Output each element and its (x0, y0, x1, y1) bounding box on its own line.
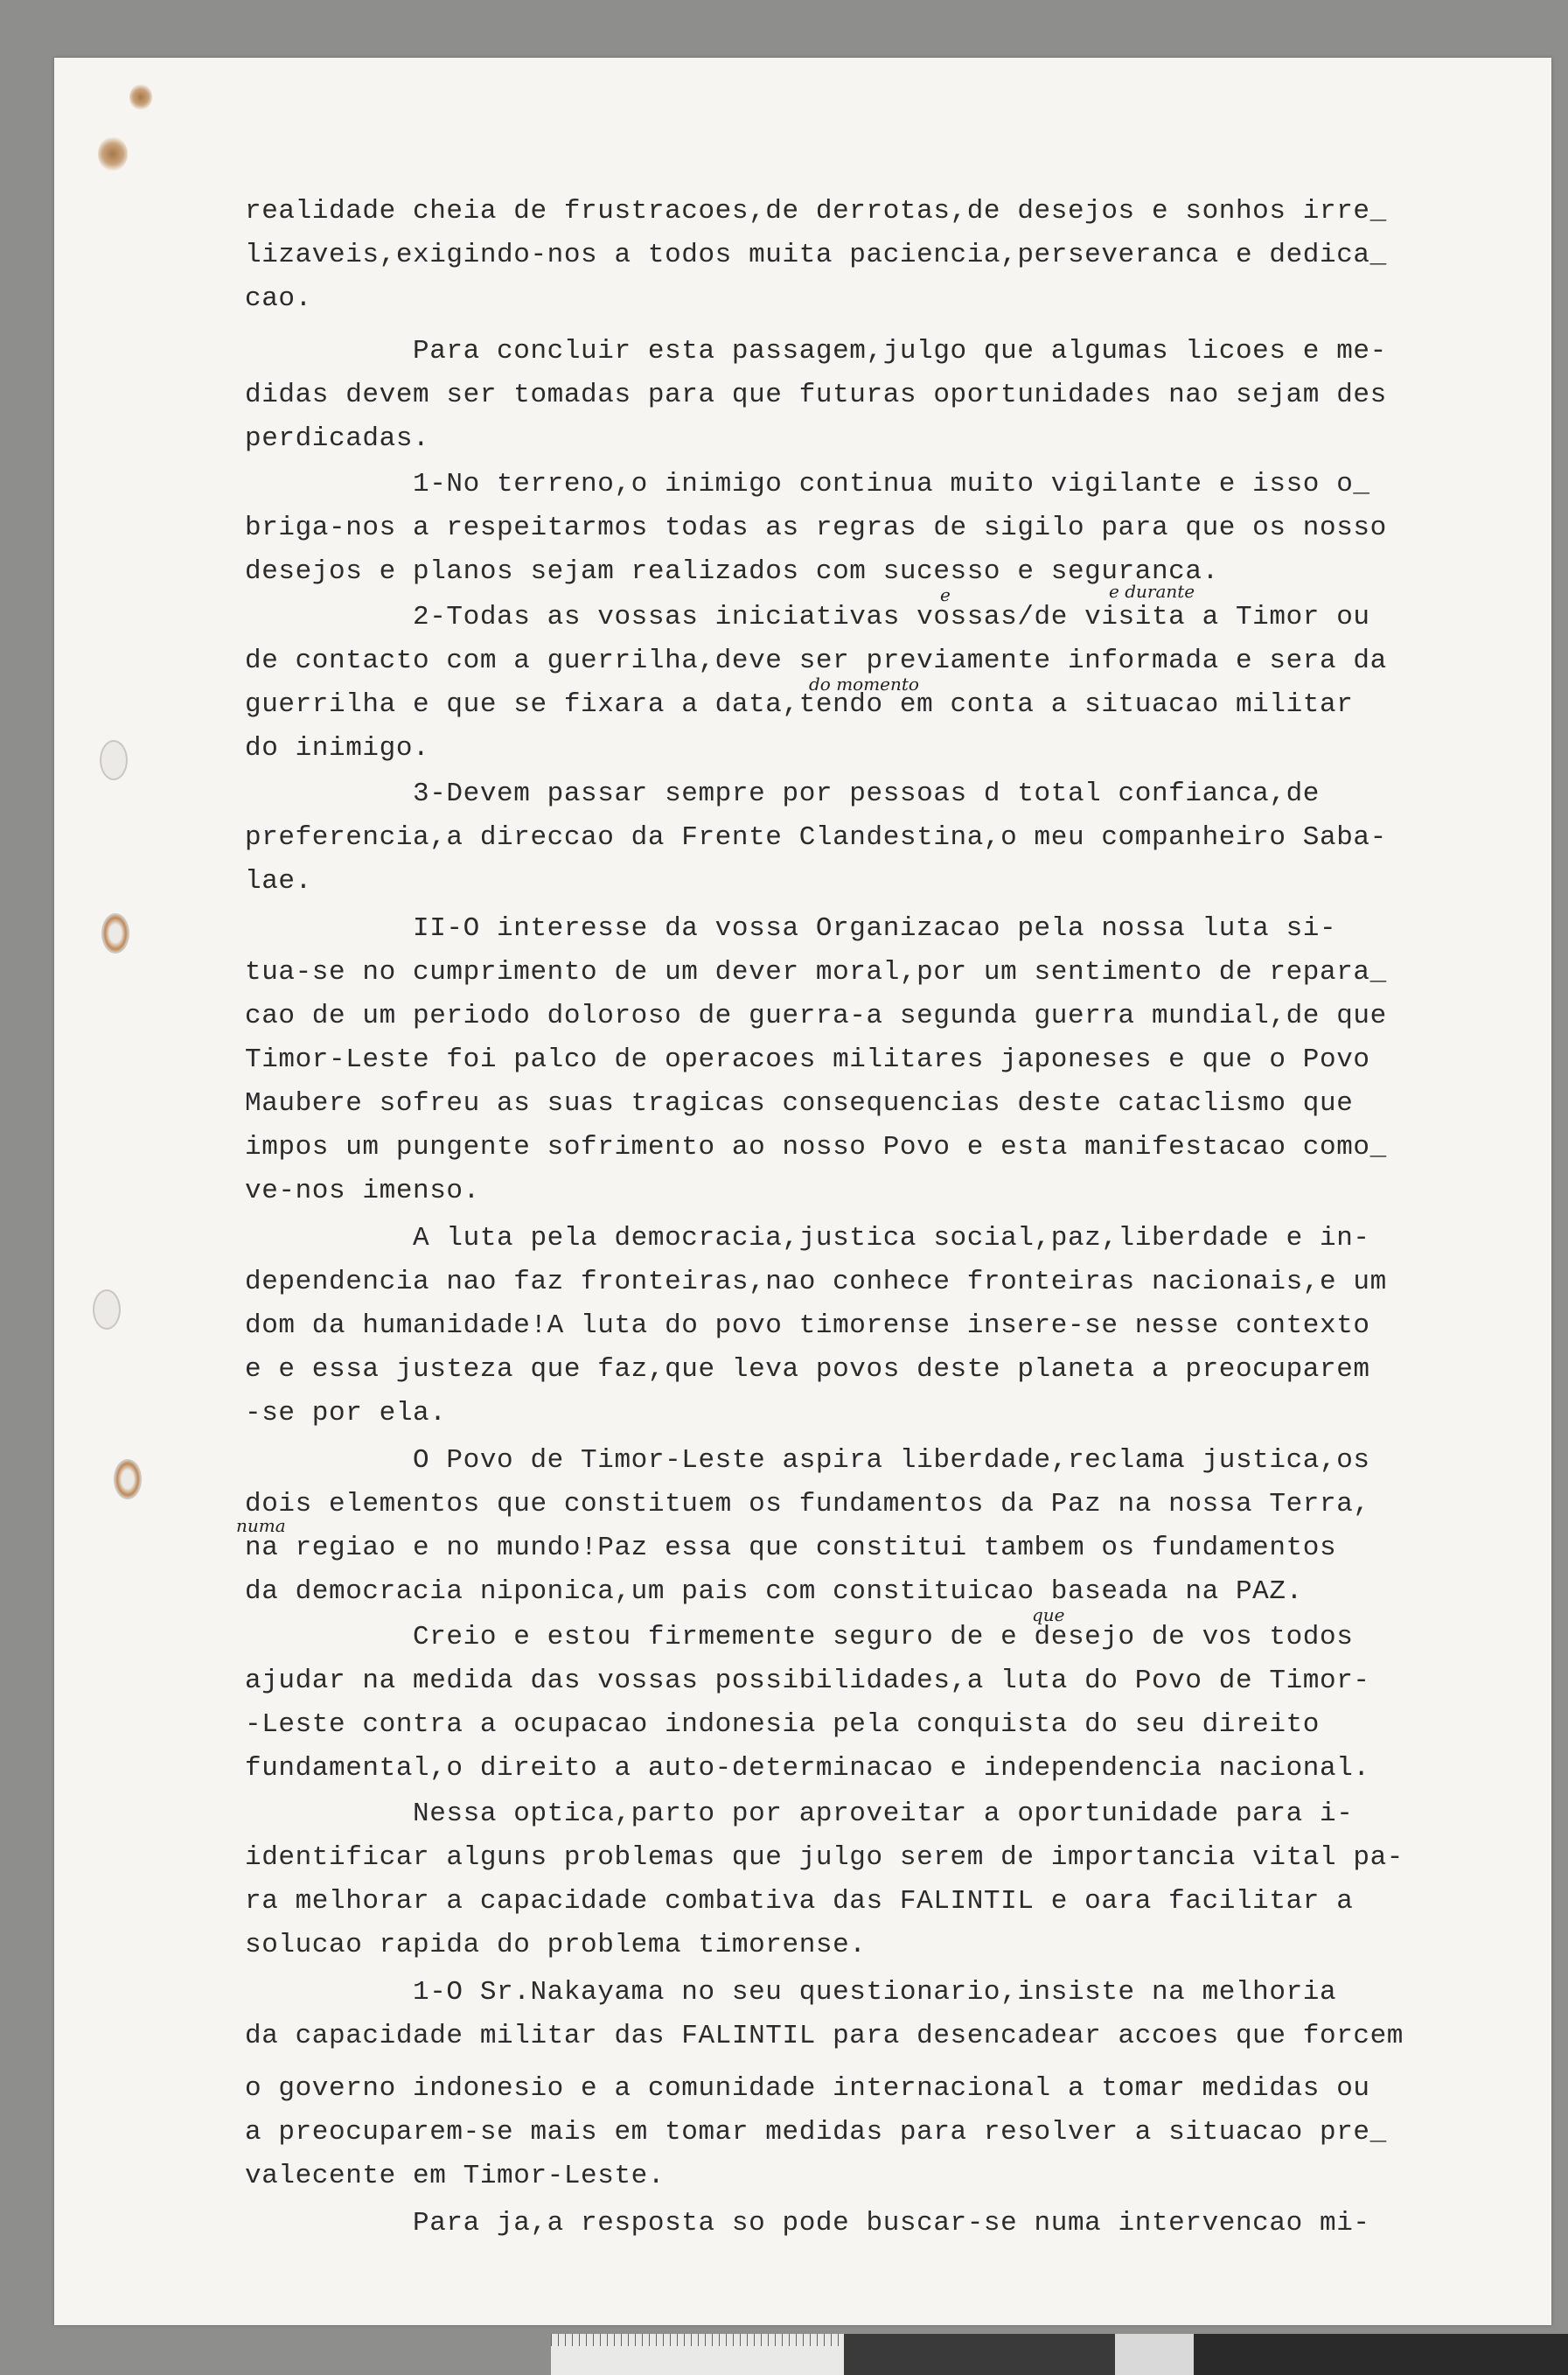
text-line: dom da humanidade!A luta do povo timorense insere-se nesse contexto (245, 1310, 1370, 1341)
color-patch (844, 2334, 1115, 2375)
punch-hole (100, 740, 128, 780)
text-line: realidade cheia de frustracoes,de derrotas,de desejos e sonhos irre_ (245, 196, 1387, 227)
text-line: de contacto com a guerrilha,deve ser previamente informada e sera da (245, 646, 1387, 676)
rust-stain (98, 136, 128, 171)
text-line: Maubere sofreu as suas tragicas consequencias deste cataclismo que (245, 1088, 1354, 1119)
text-line: II-O interesse da vossa Organizacao pela nossa luta si- (245, 913, 1337, 944)
scale-ticks (551, 2334, 844, 2346)
handwritten-annotation: do momento (809, 674, 919, 695)
text-line: cao. (245, 283, 312, 314)
text-line: O Povo de Timor-Leste aspira liberdade,reclama justica,os (245, 1445, 1370, 1476)
text-line: dependencia nao faz fronteiras,nao conhece fronteiras nacionais,e um (245, 1267, 1387, 1297)
text-line: lae. (245, 866, 312, 897)
text-line: impos um pungente sofrimento ao nosso Povo e esta manifestacao como_ (245, 1132, 1387, 1163)
text-line: ve-nos imenso. (245, 1176, 480, 1206)
text-line: solucao rapida do problema timorense. (245, 1930, 867, 1960)
text-line: Creio e estou firmemente seguro de e desejo de vos todos (245, 1622, 1354, 1652)
text-line: Para concluir esta passagem,julgo que algumas licoes e me- (245, 336, 1387, 367)
text-line: perdicadas. (245, 423, 430, 454)
text-line: e e essa justeza que faz,que leva povos deste planeta a preocuparem (245, 1354, 1370, 1385)
text-line: guerrilha e que se fixara a data,tendo em conta a situacao militar (245, 689, 1354, 720)
text-line: lizaveis,exigindo-nos a todos muita paciencia,perseveranca e dedica_ (245, 240, 1387, 270)
text-line: dois elementos que constituem os fundamentos da Paz na nossa Terra, (245, 1489, 1370, 1519)
rust-stain (129, 84, 152, 110)
text-line: didas devem ser tomadas para que futuras oportunidades nao sejam des (245, 380, 1387, 410)
text-line: da democracia niponica,um pais com constituicao baseada na PAZ. (245, 1576, 1303, 1607)
color-patch (1115, 2334, 1194, 2375)
text-line: ajudar na medida das vossas possibilidades,a luta do Povo de Timor- (245, 1666, 1370, 1696)
text-line: 1-O Sr.Nakayama no seu questionario,insiste na melhoria (245, 1977, 1337, 2008)
text-line: preferencia,a direccao da Frente Clandestina,o meu companheiro Saba- (245, 822, 1387, 853)
handwritten-annotation: que (1032, 1604, 1065, 1625)
text-line: na regiao e no mundo!Paz essa que constitui tambem os fundamentos (245, 1533, 1337, 1563)
text-line: fundamental,o direito a auto-determinacao e independencia nacional. (245, 1753, 1370, 1784)
text-line: A luta pela democracia,justica social,paz,liberdade e in- (245, 1223, 1370, 1254)
text-line: 2-Todas as vossas iniciativas vossas/de visita a Timor ou (245, 602, 1370, 632)
text-line: -Leste contra a ocupacao indonesia pela conquista do seu direito (245, 1709, 1320, 1740)
punch-hole (93, 1289, 121, 1330)
handwritten-annotation: numa (236, 1515, 286, 1536)
punch-hole (114, 1459, 142, 1499)
text-line: cao de um periodo doloroso de guerra-a segunda guerra mundial,de que (245, 1001, 1387, 1031)
text-line: briga-nos a respeitarmos todas as regras de sigilo para que os nosso (245, 513, 1387, 543)
text-line: Para ja,a resposta so pode buscar-se numa intervencao mi- (245, 2208, 1370, 2239)
text-line: da capacidade militar das FALINTIL para desencadear accoes que forcem (245, 2021, 1404, 2051)
punch-hole (101, 913, 129, 953)
text-line: do inimigo. (245, 733, 430, 764)
text-line: a preocuparem-se mais em tomar medidas para resolver a situacao pre_ (245, 2117, 1387, 2148)
handwritten-annotation: e (940, 584, 951, 605)
text-line: ra melhorar a capacidade combativa das FALINTIL e oara facilitar a (245, 1886, 1354, 1917)
text-line: tua-se no cumprimento de um dever moral,por um sentimento de repara_ (245, 957, 1387, 988)
text-line: valecente em Timor-Leste. (245, 2161, 666, 2191)
text-line: Timor-Leste foi palco de operacoes militares japoneses e que o Povo (245, 1044, 1370, 1075)
text-line: 3-Devem passar sempre por pessoas d total confianca,de (245, 779, 1320, 809)
text-line: identificar alguns problemas que julgo serem de importancia vital pa- (245, 1842, 1404, 1873)
text-line: Nessa optica,parto por aproveitar a oportunidade para i- (245, 1799, 1354, 1829)
text-line: 1-No terreno,o inimigo continua muito vigilante e isso o_ (245, 469, 1370, 499)
handwritten-annotation: e durante (1109, 581, 1195, 602)
text-line: desejos e planos sejam realizados com sucesso e seguranca. (245, 556, 1219, 587)
text-line: o governo indonesio e a comunidade internacional a tomar medidas ou (245, 2073, 1370, 2104)
color-patch (1194, 2334, 1568, 2375)
scale-bar (551, 2334, 1568, 2375)
text-line: -se por ela. (245, 1398, 447, 1428)
